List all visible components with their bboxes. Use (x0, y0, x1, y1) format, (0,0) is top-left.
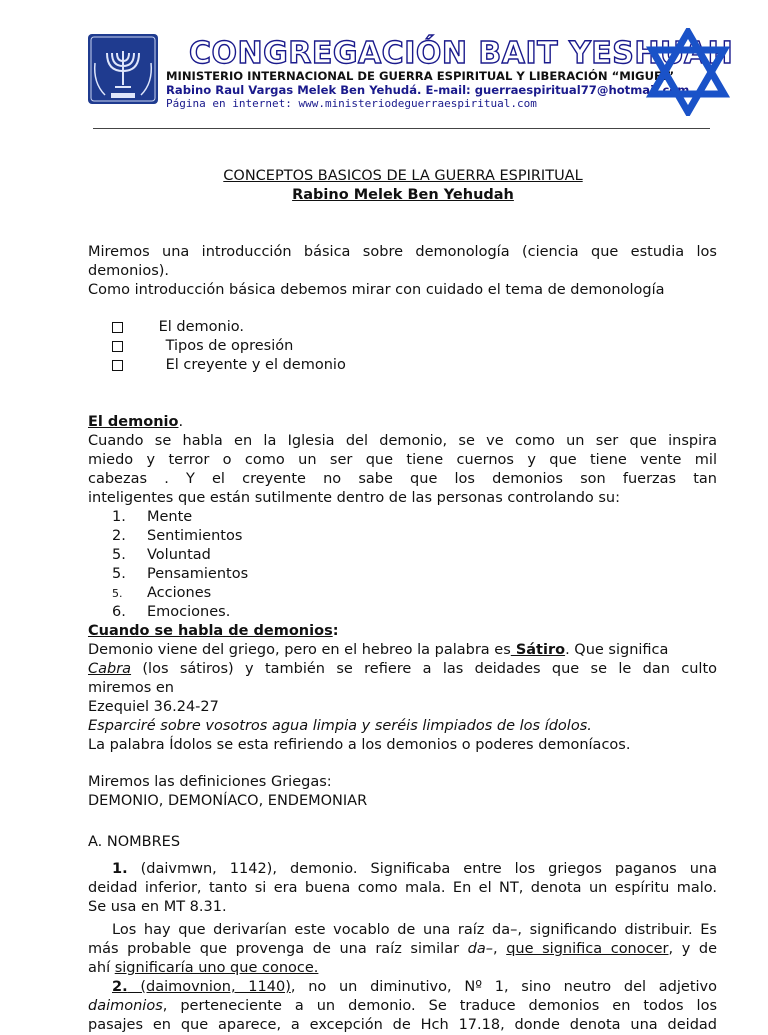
section-heading-nombres: A. NOMBRES (88, 834, 181, 850)
menorah-icon (87, 33, 159, 105)
paragraph-line: Cabra (los sátiros) y también se refiere a las deidades que se le dan culto (88, 661, 717, 677)
topic-list (112, 318, 346, 375)
list-item: 5. Acciones (112, 585, 212, 601)
paragraph-line: daimonios, perteneciente a un demonio. Se traduce demonios en todos los (88, 998, 717, 1014)
paragraph-line: inteligentes que están sutilmente dentro de las personas controlando su: (88, 490, 621, 506)
paragraph-line: 2. (daimovnion, 1140), no un diminutivo, Nº 1, sino neutro del adjetivo (112, 979, 717, 995)
checkbox-icon (112, 341, 123, 352)
list-item: 1. Mente (112, 509, 193, 525)
paragraph-line: Se usa en MT 8.31. (88, 899, 227, 915)
menorah-emblem (87, 33, 159, 105)
website-line: Página en internet: www.ministeriodeguerraespiritual.com (166, 97, 537, 110)
star-of-david (646, 28, 730, 116)
paragraph-line: miremos en (88, 680, 174, 696)
paragraph-line: pasajes en que aparece, a excepción de Hch 17.18, donde denota una deidad (88, 1017, 717, 1033)
paragraph-line: Demonio viene del griego, pero en el hebreo la palabra es Sátiro. Que significa (88, 642, 669, 658)
congregation-title: CONGREGACIÓN BAIT YESHUAH (189, 36, 734, 71)
paragraph-line: cabezas . Y el creyente no sabe que los demonios son fuerzas tan (88, 471, 717, 487)
scripture-reference: Ezequiel 36.24-27 (88, 699, 219, 715)
control-list (112, 508, 248, 622)
topic-item: El demonio. (112, 318, 346, 337)
section-heading-cuando: Cuando se habla de demonios: (88, 623, 339, 639)
document-author: Rabino Melek Ben Yehudah (292, 187, 514, 203)
paragraph-line: Los hay que derivarían este vocablo de una raíz da–, significando distribuir. Es (112, 922, 717, 938)
document-title: CONCEPTOS BASICOS DE LA GUERRA ESPIRITUAL (223, 168, 583, 184)
checkbox-icon (112, 322, 123, 333)
star-of-david-icon (646, 28, 730, 116)
intro-line-2: demonios). (88, 263, 170, 279)
header-divider (93, 128, 710, 129)
paragraph-line: miedo y terror o como un ser que tiene cuernos y que tiene vente mil (88, 452, 717, 468)
checkbox-icon (112, 360, 123, 371)
list-item: 6. Emociones. (112, 604, 231, 620)
ministry-line: MINISTERIO INTERNACIONAL DE GUERRA ESPIRITUAL Y LIBERACIÓN “MIGUEL” (166, 69, 675, 83)
definitions-terms: DEMONIO, DEMONÍACO, ENDEMONIAR (88, 793, 368, 809)
intro-line-3: Como introducción básica debemos mirar con cuidado el tema de demonología (88, 282, 665, 298)
paragraph-line: Cuando se habla en la Iglesia del demonio, se ve como un ser que inspira (88, 433, 717, 449)
paragraph-line: deidad inferior, tanto si era buena como mala. En el NT, denota un espíritu malo. (88, 880, 717, 896)
scripture-quote: Esparciré sobre vosotros agua limpia y seréis limpiados de los ídolos. (88, 718, 592, 734)
topic-item: Tipos de opresión (112, 337, 346, 356)
topic-item: El creyente y el demonio (112, 356, 346, 375)
intro-line-1: Miremos una introducción básica sobre demonología (ciencia que estudia los (88, 244, 717, 260)
paragraph-line: 1. (daivmwn, 1142), demonio. Significaba entre los griegos paganos una (112, 861, 717, 877)
paragraph-line: ahí significaría uno que conoce. (88, 960, 319, 976)
list-item: 5. Pensamientos (112, 566, 249, 582)
paragraph-line: más probable que provenga de una raíz similar da–, que significa conocer, y de (88, 941, 718, 957)
section-heading-demonio: El demonio. (88, 414, 184, 430)
definitions-intro: Miremos las definiciones Griegas: (88, 774, 332, 790)
paragraph-line: La palabra Ídolos se esta refiriendo a los demonios o poderes demoníacos. (88, 737, 631, 753)
list-item: 2. Sentimientos (112, 528, 243, 544)
contact-line: Rabino Raul Vargas Melek Ben Yehudá. E-mail: guerraespiritual77@hotmail.com (166, 83, 690, 97)
list-item: 5. Voluntad (112, 547, 211, 563)
